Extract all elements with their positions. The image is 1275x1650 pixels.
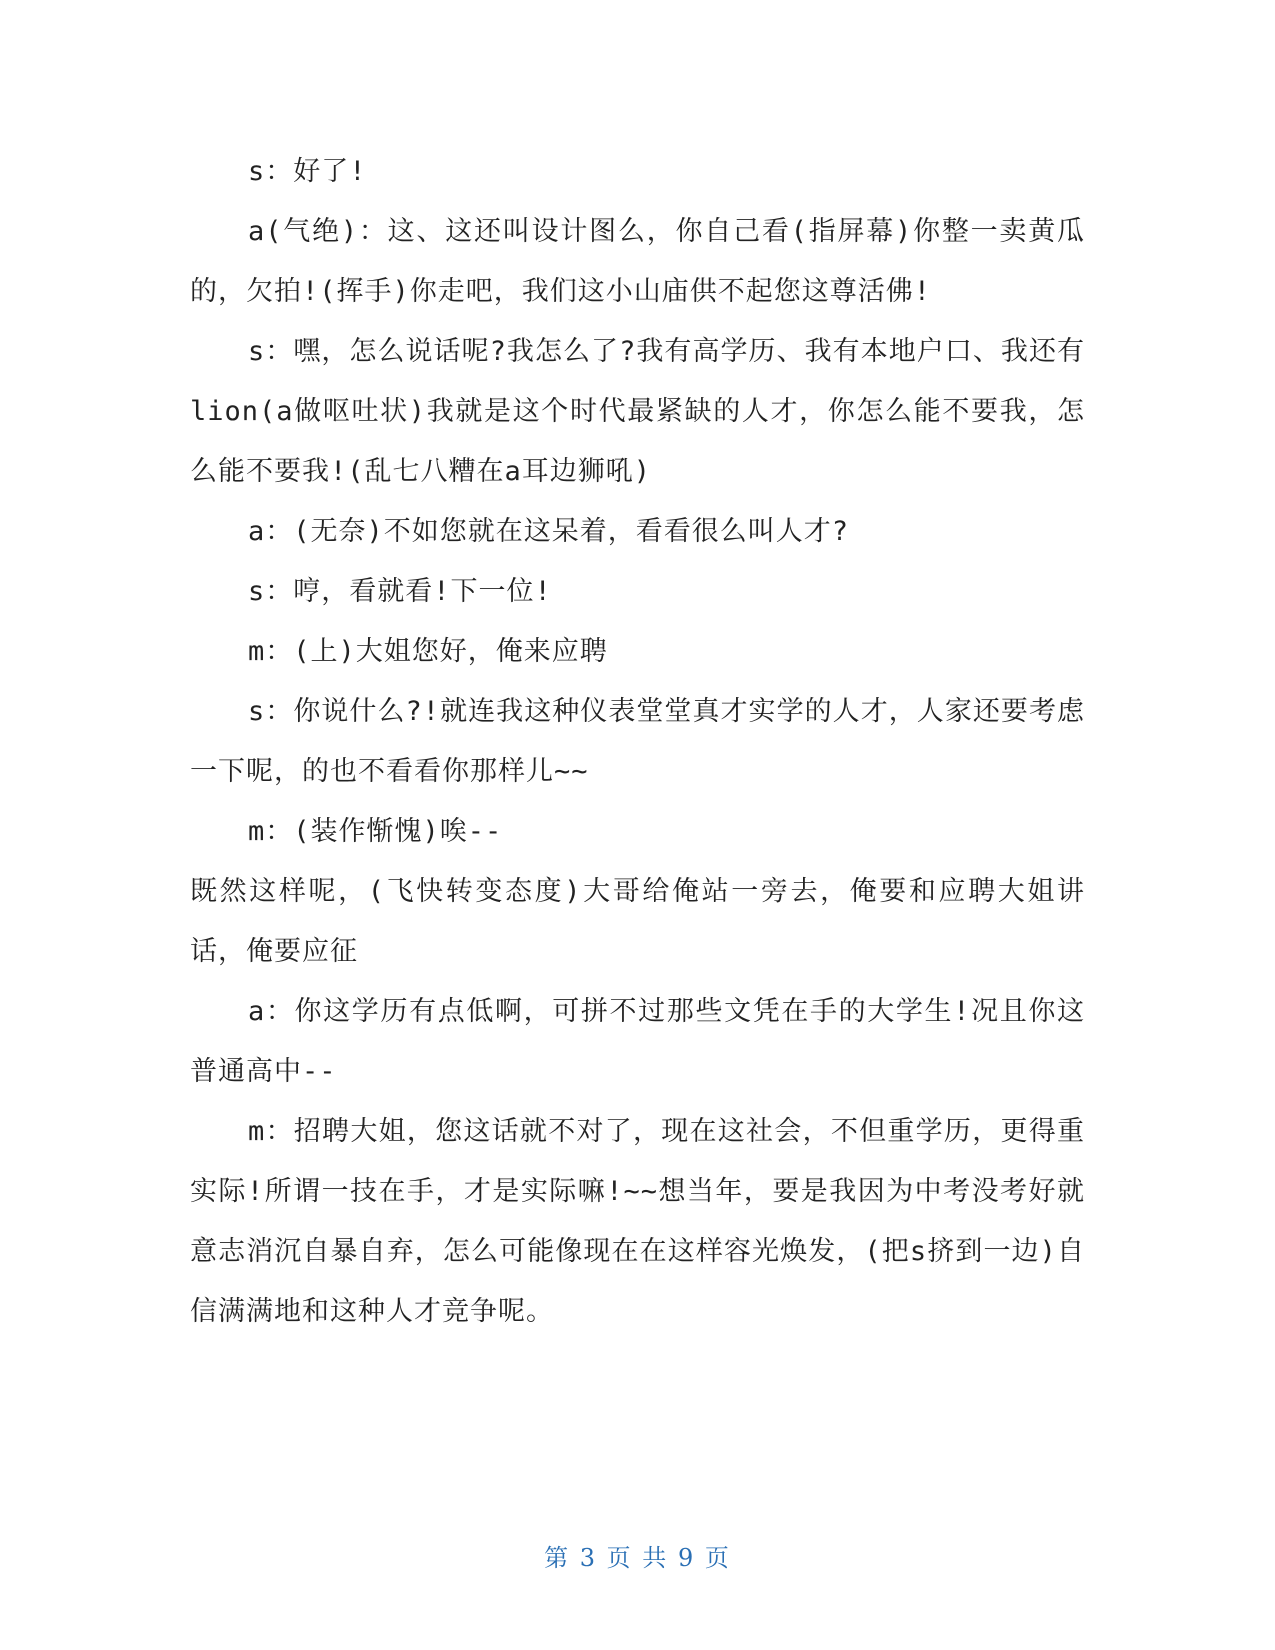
dialogue-paragraph: a：你这学历有点低啊，可拼不过那些文凭在手的大学生!况且你这普通高中--	[190, 996, 1085, 1087]
dialogue-paragraph: a：(无奈)不如您就在这呆着，看看很么叫人才?	[248, 516, 850, 547]
document-body	[190, 142, 1085, 1342]
dialogue-paragraph: m：(装作惭愧)唉--	[248, 816, 503, 847]
dialogue-paragraph: s：嘿，怎么说话呢?我怎么了?我有高学历、我有本地户口、我还有lion(a做呕吐状)我就是这个时代最紧缺的人才，你怎么能不要我，怎么能不要我!(乱七八糟在a耳边狮吼)	[190, 336, 1085, 487]
dialogue-paragraph: s：好了!	[248, 156, 367, 187]
dialogue-paragraph: s：哼，看就看!下一位!	[248, 576, 552, 607]
dialogue-paragraph: s：你说什么?!就连我这种仪表堂堂真才实学的人才，人家还要考虑一下呢，的也不看看你那样儿~~	[190, 696, 1085, 787]
dialogue-paragraph: m：(上)大姐您好，俺来应聘	[248, 636, 608, 667]
dialogue-paragraph: a(气绝)：这、这还叫设计图么，你自己看(指屏幕)你整一卖黄瓜的，欠拍!(挥手)你走吧，我们这小山庙供不起您这尊活佛!	[190, 216, 1085, 307]
page-number-footer: 第 3 页 共 9 页	[544, 1544, 731, 1572]
dialogue-paragraph: m：招聘大姐，您这话就不对了，现在这社会，不但重学历，更得重实际!所谓一技在手，才是实际嘛!~~想当年，要是我因为中考没考好就意志消沉自暴自弃，怎么可能像现在在这样容光焕发，(把s挤到一边)自信满满地和这种人才竞争呢。	[190, 1116, 1085, 1327]
dialogue-paragraph: 既然这样呢，(飞快转变态度)大哥给俺站一旁去，俺要和应聘大姐讲话，俺要应征	[190, 876, 1085, 967]
